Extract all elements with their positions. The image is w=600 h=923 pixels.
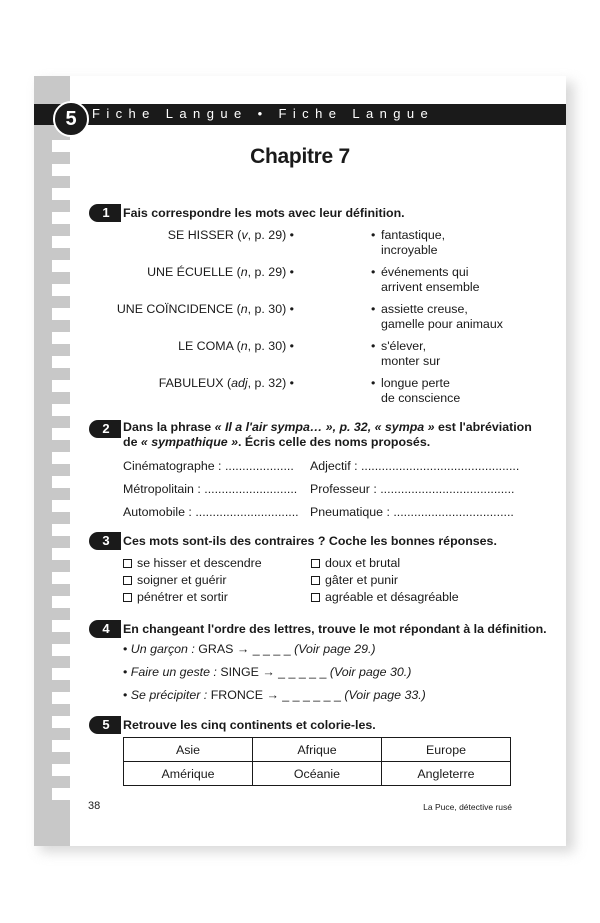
match-dot[interactable]: •	[371, 376, 376, 390]
spine-notch	[52, 284, 70, 296]
spine-notch	[52, 452, 70, 464]
match-word[interactable]: UNE ÉCUELLE (n, p. 29) •	[147, 265, 294, 279]
exercise-2-question-line2: de « sympathique ». Écris celle des noms proposés.	[123, 435, 431, 449]
spine-notch	[52, 332, 70, 344]
spine-notch	[52, 620, 70, 632]
table-cell[interactable]: Europe	[382, 738, 511, 762]
exercise-5-question: Retrouve les cinq continents et colorie-les.	[123, 718, 376, 732]
page-title: Chapitre 7	[250, 145, 350, 168]
abbrev-field[interactable]: Professeur : .......................................	[310, 482, 515, 496]
checkbox[interactable]	[123, 593, 132, 602]
definition-line2: gamelle pour animaux	[381, 317, 503, 331]
checkbox[interactable]	[311, 576, 320, 585]
spine-notch	[52, 692, 70, 704]
spine-notch	[52, 188, 70, 200]
word-class: n	[240, 339, 248, 353]
word-page: , p. 30)	[247, 302, 287, 316]
spine-notch	[52, 260, 70, 272]
abbrev-field[interactable]: Cinématographe : ....................	[123, 459, 294, 473]
anagram-word: FRONCE	[210, 688, 264, 702]
spine-notch	[52, 644, 70, 656]
word-text: UNE COÏNCIDENCE	[116, 302, 234, 316]
chapter-number-badge: 5	[53, 101, 89, 137]
arrow-icon: →	[258, 665, 279, 679]
exercise-2-badge: 2	[89, 420, 121, 438]
anagram-item[interactable]: • Se précipiter : FRONCE → _ _ _ _ _ _ (Voir page 33.)	[123, 688, 426, 702]
anagram-word: SINGE	[220, 665, 259, 679]
spine-notch	[52, 236, 70, 248]
spine-notch	[52, 668, 70, 680]
spine-notch	[52, 428, 70, 440]
spine-notch	[52, 476, 70, 488]
checkbox-label: soigner et guérir	[137, 573, 227, 587]
anagram-word: GRAS	[198, 642, 234, 656]
table-row	[124, 762, 511, 786]
definition-line2: monter sur	[381, 354, 441, 368]
anagram-item[interactable]: • Un garçon : GRAS → _ _ _ _ (Voir page 29.)	[123, 642, 376, 656]
spine-notch	[52, 596, 70, 608]
spine-notch	[52, 500, 70, 512]
header-band-text: Fiche Langue • Fiche Langue	[92, 106, 435, 121]
word-class: n	[240, 265, 248, 279]
checkbox-option[interactable]	[311, 590, 459, 605]
arrow-icon: →	[233, 642, 253, 656]
spine-notch	[52, 572, 70, 584]
exercise-4-question: En changeant l'ordre des lettres, trouve le mot répondant à la définition.	[123, 622, 547, 636]
checkbox-option[interactable]	[311, 573, 398, 588]
spine-notch	[52, 380, 70, 392]
checkbox-option[interactable]	[311, 556, 400, 571]
match-dot[interactable]: •	[286, 228, 294, 242]
word-text: SE HISSER	[167, 228, 234, 242]
spine-notch	[52, 764, 70, 776]
word-class: v	[241, 228, 248, 242]
table-cell[interactable]: Océanie	[253, 762, 382, 786]
word-text: UNE ÉCUELLE	[147, 265, 234, 279]
match-word[interactable]: LE COMA (n, p. 30) •	[178, 339, 294, 353]
match-dot[interactable]: •	[286, 376, 294, 390]
match-dot[interactable]: •	[286, 265, 294, 279]
definition-line1: longue perte	[381, 376, 450, 390]
match-dot[interactable]: •	[286, 302, 294, 316]
word-page: , p. 32)	[247, 376, 287, 390]
word-text: LE COMA	[178, 339, 234, 353]
word-page: , p. 29)	[247, 265, 287, 279]
checkbox-label: gâter et punir	[325, 573, 399, 587]
book-title: La Puce, détective rusé	[423, 802, 512, 812]
match-dot[interactable]: •	[371, 302, 376, 316]
page-reference: (Voir page 33.)	[344, 688, 426, 702]
table-cell[interactable]: Asie	[124, 738, 253, 762]
table-cell[interactable]: Angleterre	[382, 762, 511, 786]
exercise-3-question: Ces mots sont-ils des contraires ? Coche les bonnes réponses.	[123, 534, 497, 548]
match-word[interactable]: UNE COÏNCIDENCE (n, p. 30) •	[116, 302, 294, 316]
exercise-3-badge: 3	[89, 532, 121, 550]
exercise-1-badge: 1	[89, 204, 121, 222]
table-cell[interactable]: Afrique	[253, 738, 382, 762]
anagram-item[interactable]: • Faire un geste : SINGE → _ _ _ _ _ (Voir page 30.)	[123, 665, 412, 679]
exercise-2-question-line1: Dans la phrase « Il a l'air sympa… », p. 32, « sympa » est l'abréviation	[123, 420, 532, 434]
match-word[interactable]: FABULEUX (adj, p. 32) •	[158, 376, 294, 390]
checkbox-label: doux et brutal	[325, 556, 401, 570]
word-class: n	[240, 302, 248, 316]
checkbox[interactable]	[123, 576, 132, 585]
spine-notch	[52, 308, 70, 320]
definition-line1: événements qui	[381, 265, 469, 279]
arrow-icon: →	[263, 688, 283, 702]
checkbox-label: agréable et désagréable	[325, 590, 459, 604]
checkbox[interactable]	[311, 559, 320, 568]
anagram-definition: Se précipiter :	[130, 688, 208, 702]
word-page: , p. 29)	[247, 228, 287, 242]
word-page: , p. 30)	[247, 339, 287, 353]
match-dot[interactable]: •	[371, 228, 376, 242]
anagram-blanks[interactable]: _ _ _ _	[252, 642, 291, 656]
anagram-blanks[interactable]: _ _ _ _ _	[278, 665, 327, 679]
checkbox-option[interactable]	[123, 556, 262, 571]
match-word[interactable]: SE HISSER (v, p. 29) •	[167, 228, 294, 242]
continents-table	[123, 737, 511, 786]
definition-line1: fantastique,	[381, 228, 446, 242]
word-text: FABULEUX	[158, 376, 224, 390]
spine-notch	[52, 212, 70, 224]
abbrev-field[interactable]: Pneumatique : ...................................	[310, 505, 514, 519]
abbrev-field[interactable]: Adjectif : ..............................................	[310, 459, 520, 473]
spine-notch	[52, 356, 70, 368]
page-reference: (Voir page 29.)	[294, 642, 376, 656]
table-cell[interactable]: Amérique	[124, 762, 253, 786]
checkbox-option[interactable]	[123, 573, 227, 588]
spine-notch	[52, 548, 70, 560]
anagram-definition: Un garçon :	[130, 642, 195, 656]
match-dot[interactable]: •	[286, 339, 294, 353]
checkbox-label: pénétrer et sortir	[137, 590, 228, 604]
checkbox-option[interactable]	[123, 590, 228, 605]
exercise-1-question: Fais correspondre les mots avec leur définition.	[123, 206, 405, 220]
spine-notch	[52, 404, 70, 416]
spine-notch	[52, 524, 70, 536]
checkbox[interactable]	[311, 593, 320, 602]
exercise-5-badge: 5	[89, 716, 121, 734]
checkbox-label: se hisser et descendre	[137, 556, 262, 570]
definition-line2: incroyable	[381, 243, 438, 257]
page-number: 38	[88, 800, 101, 812]
page-reference: (Voir page 30.)	[329, 665, 412, 679]
definition-line2: de conscience	[381, 391, 461, 405]
table-row	[124, 738, 511, 762]
abbrev-field[interactable]: Métropolitain : ...........................	[123, 482, 298, 496]
definition-line2: arrivent ensemble	[381, 280, 480, 294]
spine-notch	[52, 716, 70, 728]
anagram-blanks[interactable]: _ _ _ _ _ _	[282, 688, 341, 702]
match-dot[interactable]: •	[371, 265, 376, 279]
checkbox[interactable]	[123, 559, 132, 568]
definition-line1: assiette creuse,	[381, 302, 468, 316]
definition-line1: s'élever,	[381, 339, 427, 353]
spine-notch	[52, 788, 70, 800]
anagram-definition: Faire un geste :	[130, 665, 217, 679]
word-class: adj	[231, 376, 248, 390]
abbrev-field[interactable]: Automobile : ..............................	[123, 505, 299, 519]
match-dot[interactable]: •	[371, 339, 376, 353]
exercise-4-badge: 4	[89, 620, 121, 638]
spine-notch	[52, 740, 70, 752]
